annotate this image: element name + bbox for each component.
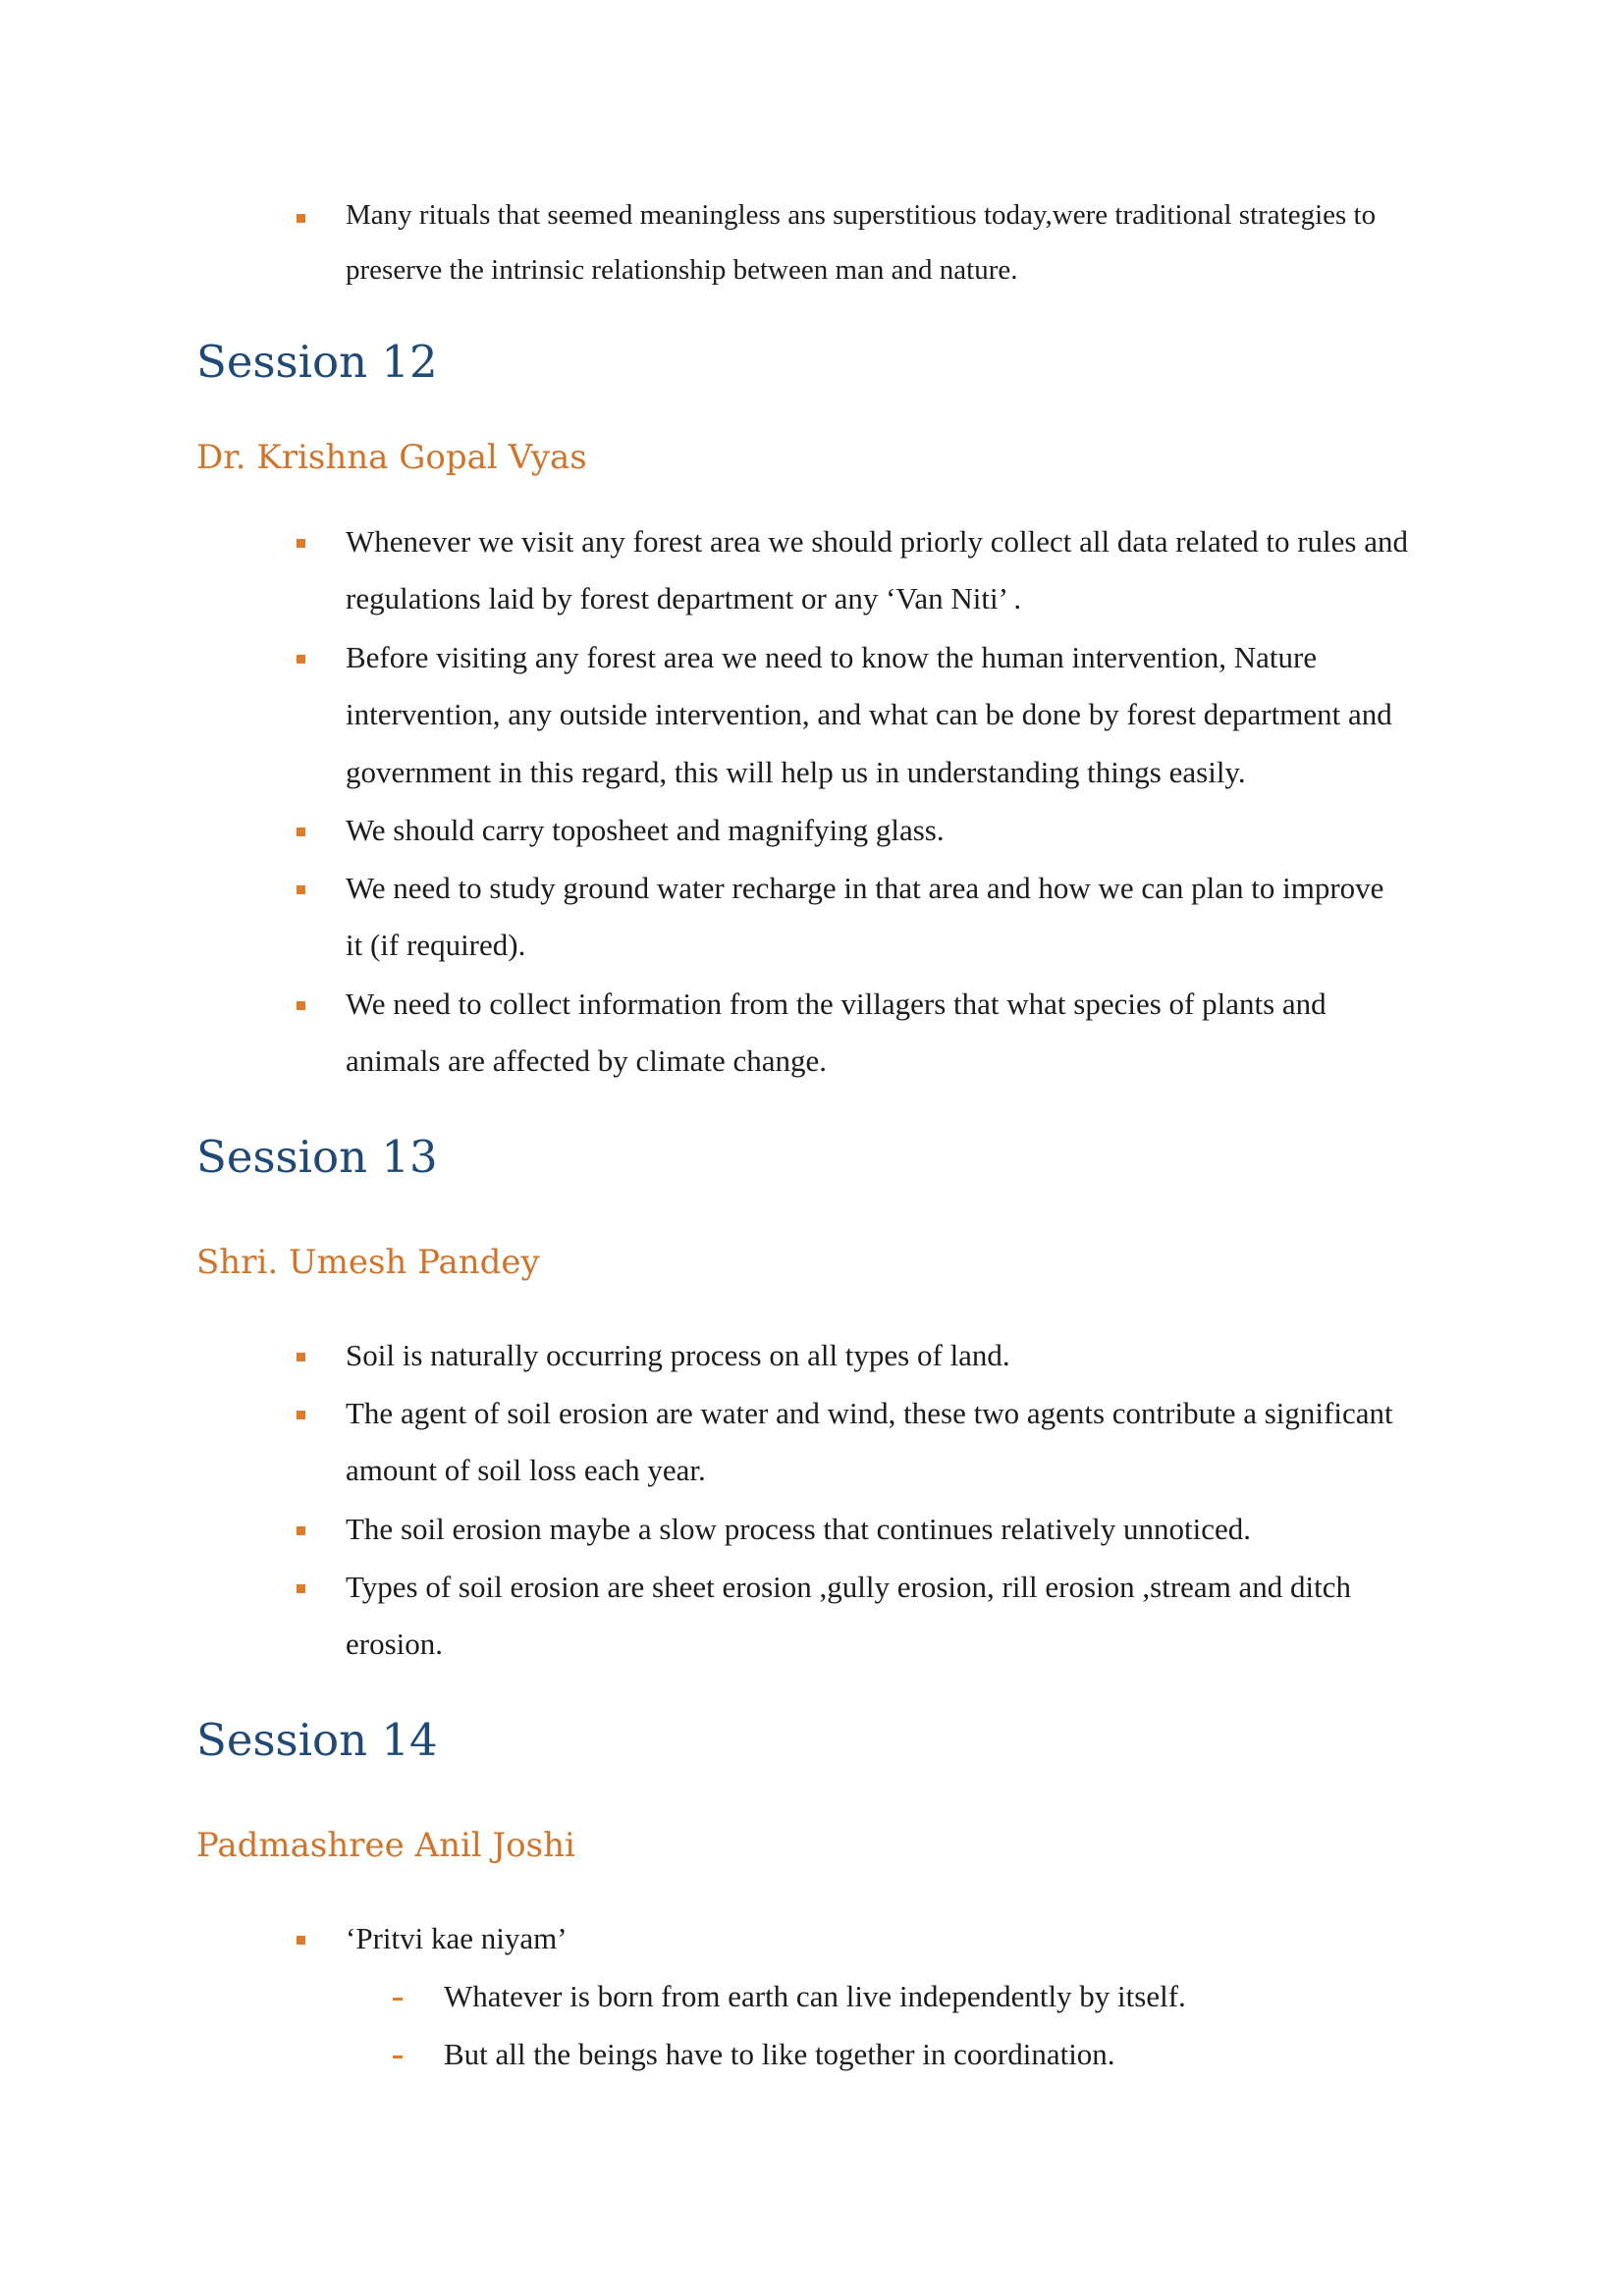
session-12-line-8: it (if required). <box>346 928 526 962</box>
session-13-line-2: The agent of soil erosion are water and wind, these two agents contribute a significant <box>346 1396 1393 1430</box>
session-13-line-6: erosion. <box>346 1627 444 1661</box>
session-13-line-1: Soil is naturally occurring process on all types of land. <box>346 1338 1010 1372</box>
session-12-line-10: animals are affected by climate change. <box>346 1043 828 1078</box>
session-13-heading: Session 13 <box>196 1131 438 1183</box>
session-12-line-2: regulations laid by forest department or any ‘Van Niti’ . <box>346 581 1022 615</box>
session-12-line-3: Before visiting any forest area we need to know the human intervention, Nature <box>346 640 1318 674</box>
session-14-subline-1: Whatever is born from earth can live independently by itself. <box>444 1979 1186 2013</box>
bullet-marker <box>297 885 305 894</box>
session-12-line-6: We should carry toposheet and magnifying glass. <box>346 813 945 847</box>
session-13-line-5: Types of soil erosion are sheet erosion ,gully erosion, rill erosion ,stream and ditch <box>346 1570 1352 1604</box>
session-13-line-3: amount of soil loss each year. <box>346 1453 706 1487</box>
bullet-marker <box>297 655 305 664</box>
bullet-marker <box>297 1936 305 1945</box>
session-14-speaker: Padmashree Anil Joshi <box>196 1826 575 1865</box>
intro-line-2: preserve the intrinsic relationship between man and nature. <box>346 254 1018 286</box>
bullet-marker <box>297 539 305 548</box>
session-13-speaker: Shri. Umesh Pandey <box>196 1243 540 1282</box>
dash-marker <box>393 2056 403 2058</box>
dash-marker <box>393 1998 403 2001</box>
session-12-line-1: Whenever we visit any forest area we should priorly collect all data related to rules and <box>346 524 1408 559</box>
session-12-line-5: government in this regard, this will help us in understanding things easily. <box>346 755 1246 789</box>
bullet-marker <box>297 828 305 836</box>
session-12-speaker: Dr. Krishna Gopal Vyas <box>196 438 587 477</box>
session-14-heading: Session 14 <box>196 1714 438 1766</box>
bullet-marker <box>297 1526 305 1535</box>
bullet-marker <box>297 1584 305 1593</box>
intro-line-1: Many rituals that seemed meaningless ans superstitious today,were traditional strategies to <box>346 199 1377 231</box>
session-14-line-1: ‘Pritvi kae niyam’ <box>346 1921 568 1955</box>
bullet-marker <box>297 214 305 223</box>
session-12-line-9: We need to collect information from the villagers that what species of plants and <box>346 987 1326 1021</box>
session-13-line-4: The soil erosion maybe a slow process that continues relatively unnoticed. <box>346 1512 1252 1546</box>
bullet-marker <box>297 1353 305 1362</box>
session-14-subline-2: But all the beings have to like together in coordination. <box>444 2037 1115 2071</box>
session-12-line-7: We need to study ground water recharge in that area and how we can plan to improve <box>346 871 1384 905</box>
session-12-heading: Session 12 <box>196 336 438 388</box>
bullet-marker <box>297 1001 305 1010</box>
bullet-marker <box>297 1411 305 1419</box>
session-12-line-4: intervention, any outside intervention, and what can be done by forest department and <box>346 697 1392 731</box>
